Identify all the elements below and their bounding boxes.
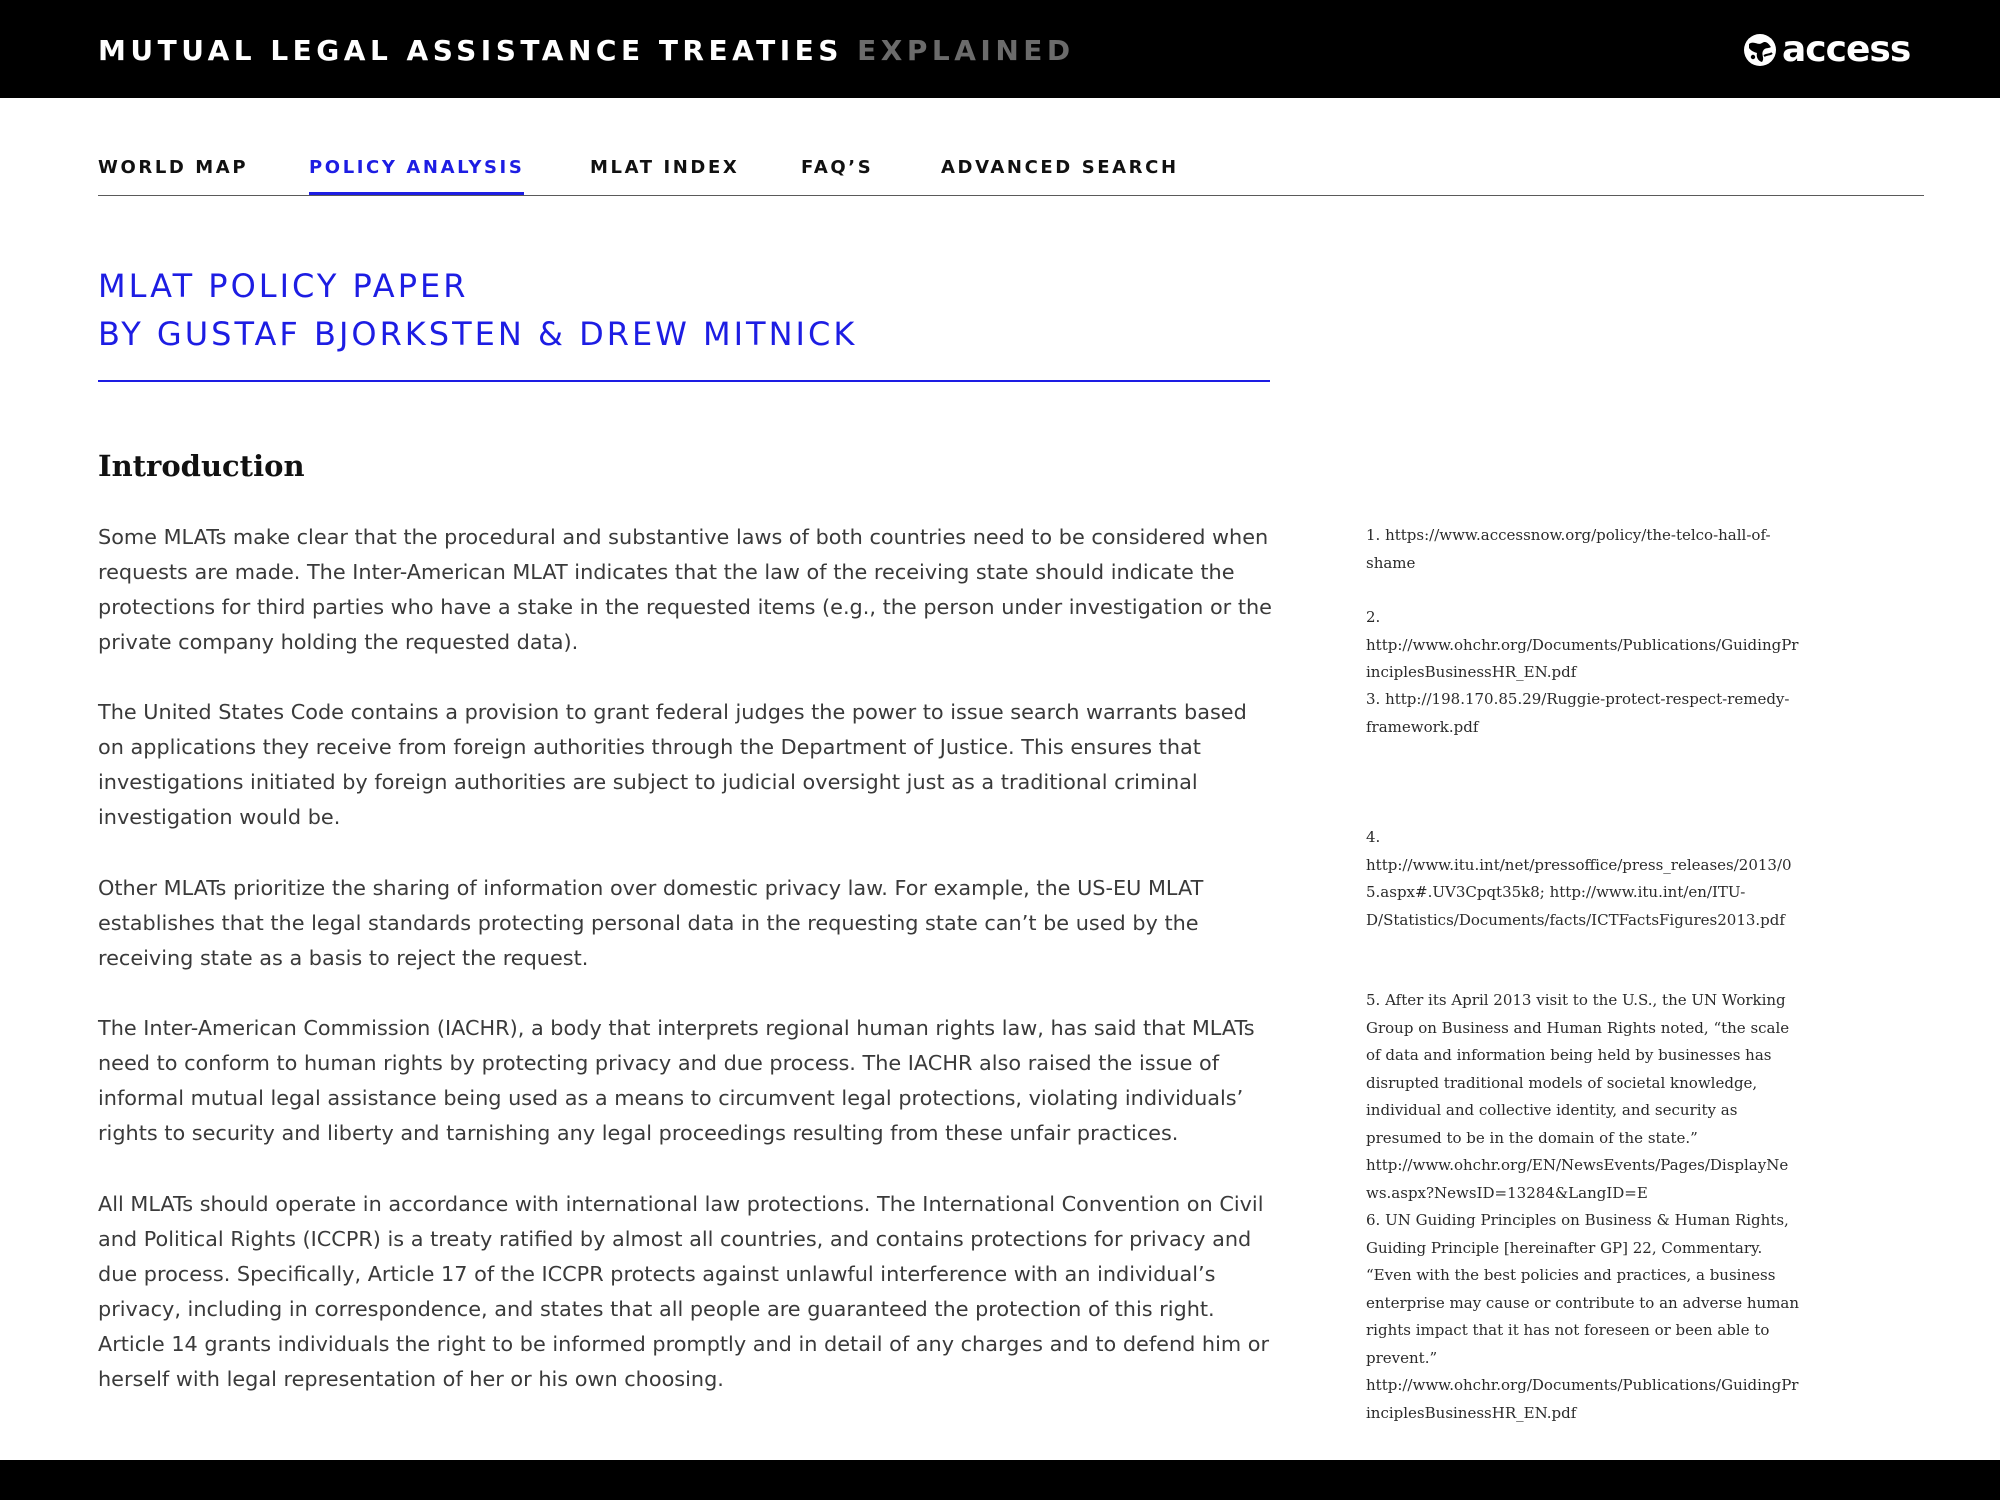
access-logo[interactable] bbox=[1742, 30, 1910, 70]
body-paragraph-3: Other MLATs prioritize the sharing of information over domestic privacy law. For example, the US-EU MLAT establishes that the legal standards protecting personal data in the requesting state can’t be used by the receiving state as a basis to reject the request. bbox=[98, 876, 1204, 970]
page-title-line-2: BY GUSTAF BJORKSTEN & DREW MITNICK bbox=[98, 315, 858, 353]
body-paragraph-4: The Inter-American Commission (IACHR), a body that interprets regional human rights law, has said that MLATs need to conform to human rights by protecting privacy and due process. The IACHR also raised the issue of informal mutual legal assistance being used as a means to circumvent legal protections, violating individuals’ rights to security and liberty and tarnishing any legal proceedings resulting from these unfair practices. bbox=[98, 1016, 1255, 1145]
main-navigation bbox=[98, 150, 1924, 196]
footnote-6: 6. UN Guiding Principles on Business & Human Rights, Guiding Principle [hereinafter GP] 22, Commentary. “Even with the best policies and practices, a business enterprise may cause or contribute to an adverse human rights impact that it has not foreseen or been able to prevent.” http://www.ohchr.org/Documents/Publications/GuidingPrinciplesBusinessHR_EN.pdf bbox=[1366, 1211, 1800, 1422]
nav-advanced-search[interactable]: ADVANCED SEARCH bbox=[941, 157, 1179, 178]
page-title bbox=[98, 262, 1270, 382]
site-title-main: MUTUAL LEGAL ASSISTANCE TREATIES bbox=[98, 34, 843, 67]
page-title-line-1: MLAT POLICY PAPER bbox=[98, 267, 469, 305]
footnote-4: 4. http://www.itu.int/net/pressoffice/press_releases/2013/05.aspx#.UV3Cpqt35k8; http://www.itu.int/en/ITU-D/Statistics/Documents/facts/ICTFactsFigures2013.pdf bbox=[1366, 828, 1792, 929]
bottom-footer-bar bbox=[0, 1460, 2000, 1500]
logo-wordmark: access bbox=[1782, 29, 1911, 70]
section-heading: Introduction bbox=[98, 449, 305, 483]
footnote-1: 1. https://www.accessnow.org/policy/the-telco-hall-of-shame bbox=[1366, 526, 1771, 572]
site-title-accent: EXPLAINED bbox=[857, 34, 1075, 67]
footnote-5: 5. After its April 2013 visit to the U.S., the UN Working Group on Business and Human Rights noted, “the scale of data and information being held by businesses has disrupted traditional models of societal knowledge, individual and collective identity, and security as presumed to be in the domain of the state.” http://www.ohchr.org/EN/NewsEvents/Pages/DisplayNews.aspx?NewsID=13284&LangID=E bbox=[1366, 991, 1790, 1202]
site-title[interactable] bbox=[98, 33, 1075, 69]
body-paragraph-1: Some MLATs make clear that the procedural and substantive laws of both countries need to be considered when requests are made. The Inter-American MLAT indicates that the law of the receiving state should indicate the protections for third parties who have a stake in the requested items (e.g., the person under investigation or the private company holding the requested data). bbox=[98, 525, 1272, 654]
footnote-2: 2. http://www.ohchr.org/Documents/Publications/GuidingPrinciplesBusinessHR_EN.pdf bbox=[1366, 608, 1799, 681]
nav-world-map[interactable]: WORLD MAP bbox=[98, 157, 249, 178]
footnote-3: 3. http://198.170.85.29/Ruggie-protect-respect-remedy-framework.pdf bbox=[1366, 690, 1790, 736]
top-header-bar bbox=[0, 0, 2000, 98]
body-paragraph-5: All MLATs should operate in accordance with international law protections. The International Convention on Civil and Political Rights (ICCPR) is a treaty ratified by almost all countries, and contains protections for privacy and due process. Specifically, Article 17 of the ICCPR protects against unlawful interference with an individual’s privacy, including in correspondence, and states that all people are guaranteed the protection of this right. Article 14 grants individuals the right to be informed promptly and in detail of any charges and to defend him or herself with legal representation of her or his own choosing. bbox=[98, 1192, 1270, 1391]
access-globe-icon bbox=[1742, 32, 1778, 68]
nav-faqs[interactable]: FAQ’S bbox=[801, 157, 874, 178]
body-paragraph-2: The United States Code contains a provision to grant federal judges the power to issue search warrants based on applications they receive from foreign authorities through the Department of Justice. This ensures that investigations initiated by foreign authorities are subject to judicial oversight just as a traditional criminal investigation would be. bbox=[98, 700, 1247, 829]
nav-policy-analysis[interactable]: POLICY ANALYSIS bbox=[309, 156, 524, 195]
nav-mlat-index[interactable]: MLAT INDEX bbox=[590, 157, 740, 178]
